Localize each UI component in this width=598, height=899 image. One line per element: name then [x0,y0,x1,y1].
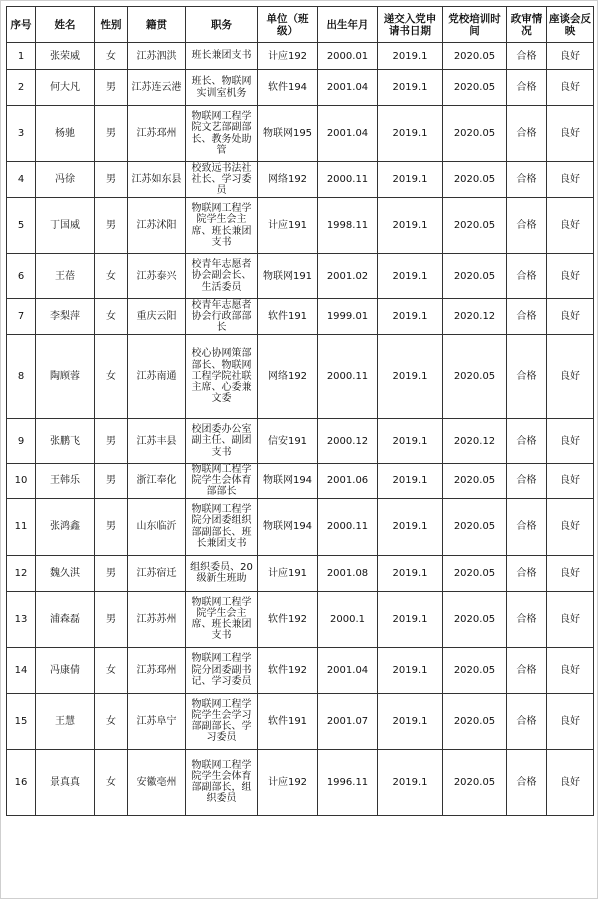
cell-training: 2020.05 [443,70,507,106]
cell-unit: 信安191 [258,419,318,464]
cell-no: 16 [7,749,36,815]
cell-feedback: 良好 [547,591,594,647]
cell-training: 2020.05 [443,43,507,70]
cell-birth: 2000.11 [318,162,378,198]
cell-birth: 2001.04 [318,106,378,162]
cell-name: 王蓓 [36,254,95,299]
cell-place: 江苏如东县 [128,162,186,198]
cell-apply-date: 2019.1 [378,198,443,254]
cell-birth: 2001.02 [318,254,378,299]
cell-feedback: 良好 [547,498,594,555]
cell-unit: 软件191 [258,693,318,749]
cell-place: 江苏南通 [128,335,186,419]
header-training: 党校培训时间 [443,7,507,43]
cell-apply-date: 2019.1 [378,299,443,335]
cell-review: 合格 [507,43,547,70]
cell-name: 杨驰 [36,106,95,162]
cell-name: 魏久淇 [36,555,95,591]
cell-birth: 1998.11 [318,198,378,254]
cell-no: 14 [7,647,36,693]
cell-birth: 2000.12 [318,419,378,464]
cell-place: 江苏邳州 [128,106,186,162]
cell-birth: 2001.04 [318,70,378,106]
table-row [7,162,594,198]
cell-name: 李梨萍 [36,299,95,335]
cell-training: 2020.12 [443,419,507,464]
cell-apply-date: 2019.1 [378,749,443,815]
cell-job: 校青年志愿者协会行政部部长 [186,299,258,335]
header-job: 职务 [186,7,258,43]
cell-name: 何大凡 [36,70,95,106]
cell-no: 8 [7,335,36,419]
cell-feedback: 良好 [547,70,594,106]
cell-name: 冯康倩 [36,647,95,693]
cell-job: 物联网工程学院学生会学习部副部长、学习委员 [186,693,258,749]
header-review: 政审情况 [507,7,547,43]
cell-place: 江苏阜宁 [128,693,186,749]
cell-feedback: 良好 [547,299,594,335]
cell-name: 张鹏飞 [36,419,95,464]
cell-training: 2020.05 [443,498,507,555]
cell-unit: 物联网191 [258,254,318,299]
cell-job: 组织委员、20级新生班助 [186,555,258,591]
cell-review: 合格 [507,254,547,299]
cell-birth: 2001.06 [318,464,378,499]
cell-name: 丁国威 [36,198,95,254]
cell-review: 合格 [507,749,547,815]
cell-job: 物联网工程学院学生会体育部副部长，组织委员 [186,749,258,815]
cell-gender: 男 [95,591,128,647]
cell-no: 4 [7,162,36,198]
cell-name: 张荣威 [36,43,95,70]
cell-unit: 网络192 [258,335,318,419]
cell-unit: 计应191 [258,555,318,591]
cell-place: 江苏苏州 [128,591,186,647]
cell-no: 3 [7,106,36,162]
cell-gender: 男 [95,419,128,464]
cell-place: 江苏连云港 [128,70,186,106]
cell-training: 2020.05 [443,254,507,299]
cell-birth: 2000.11 [318,498,378,555]
table-row [7,693,594,749]
table-row [7,749,594,815]
cell-training: 2020.05 [443,647,507,693]
cell-feedback: 良好 [547,43,594,70]
cell-name: 王韩乐 [36,464,95,499]
cell-birth: 2000.1 [318,591,378,647]
cell-feedback: 良好 [547,464,594,499]
cell-feedback: 良好 [547,335,594,419]
cell-training: 2020.05 [443,106,507,162]
cell-apply-date: 2019.1 [378,693,443,749]
candidate-table [6,6,594,816]
cell-review: 合格 [507,591,547,647]
cell-unit: 物联网194 [258,498,318,555]
header-apply-date: 递交入党申请书日期 [378,7,443,43]
cell-job: 物联网工程学院学生会主席、班长兼团支书 [186,198,258,254]
header-feedback: 座谈会反映 [547,7,594,43]
table-row [7,43,594,70]
cell-training: 2020.05 [443,693,507,749]
cell-unit: 计应192 [258,43,318,70]
cell-training: 2020.05 [443,335,507,419]
table-row [7,555,594,591]
cell-job: 物联网工程学院文艺部副部长、教务处助管 [186,106,258,162]
cell-review: 合格 [507,70,547,106]
cell-no: 2 [7,70,36,106]
cell-job: 校青年志愿者协会副会长、生活委员 [186,254,258,299]
cell-unit: 计应191 [258,198,318,254]
cell-training: 2020.05 [443,555,507,591]
table-row [7,106,594,162]
cell-birth: 2000.11 [318,335,378,419]
table-row [7,70,594,106]
cell-training: 2020.05 [443,162,507,198]
cell-name: 张鸿鑫 [36,498,95,555]
table-row [7,198,594,254]
cell-apply-date: 2019.1 [378,43,443,70]
cell-gender: 男 [95,198,128,254]
cell-job: 物联网工程学院分团委副书记、学习委员 [186,647,258,693]
cell-feedback: 良好 [547,419,594,464]
cell-apply-date: 2019.1 [378,254,443,299]
cell-place: 江苏泰兴 [128,254,186,299]
cell-place: 江苏邳州 [128,647,186,693]
cell-gender: 男 [95,464,128,499]
cell-review: 合格 [507,693,547,749]
cell-apply-date: 2019.1 [378,498,443,555]
cell-feedback: 良好 [547,254,594,299]
header-name: 姓名 [36,7,95,43]
cell-name: 王慧 [36,693,95,749]
cell-birth: 2001.08 [318,555,378,591]
cell-job: 班长、物联网实训室机务 [186,70,258,106]
cell-gender: 女 [95,647,128,693]
cell-no: 7 [7,299,36,335]
cell-no: 5 [7,198,36,254]
cell-gender: 男 [95,106,128,162]
cell-no: 11 [7,498,36,555]
header-unit: 单位（班级） [258,7,318,43]
cell-feedback: 良好 [547,162,594,198]
cell-unit: 软件191 [258,299,318,335]
table-row [7,647,594,693]
header-birth: 出生年月 [318,7,378,43]
cell-review: 合格 [507,162,547,198]
cell-gender: 男 [95,555,128,591]
cell-unit: 物联网194 [258,464,318,499]
cell-apply-date: 2019.1 [378,591,443,647]
table-row [7,464,594,499]
cell-gender: 女 [95,693,128,749]
cell-apply-date: 2019.1 [378,106,443,162]
header-gender: 性别 [95,7,128,43]
cell-training: 2020.05 [443,198,507,254]
cell-gender: 女 [95,254,128,299]
cell-unit: 物联网195 [258,106,318,162]
cell-place: 江苏沭阳 [128,198,186,254]
cell-review: 合格 [507,464,547,499]
cell-feedback: 良好 [547,555,594,591]
cell-no: 10 [7,464,36,499]
header-no: 序号 [7,7,36,43]
cell-training: 2020.05 [443,591,507,647]
cell-review: 合格 [507,555,547,591]
cell-place: 安徽亳州 [128,749,186,815]
cell-place: 江苏泗洪 [128,43,186,70]
cell-apply-date: 2019.1 [378,555,443,591]
cell-unit: 软件192 [258,647,318,693]
cell-review: 合格 [507,647,547,693]
cell-birth: 2001.04 [318,647,378,693]
cell-review: 合格 [507,198,547,254]
cell-training: 2020.05 [443,749,507,815]
cell-feedback: 良好 [547,106,594,162]
table-row [7,335,594,419]
cell-apply-date: 2019.1 [378,335,443,419]
cell-name: 冯徐 [36,162,95,198]
cell-apply-date: 2019.1 [378,162,443,198]
cell-job: 班长兼团支书 [186,43,258,70]
cell-no: 12 [7,555,36,591]
cell-training: 2020.12 [443,299,507,335]
header-place: 籍贯 [128,7,186,43]
cell-apply-date: 2019.1 [378,419,443,464]
cell-review: 合格 [507,335,547,419]
table-row [7,591,594,647]
table-row [7,419,594,464]
cell-birth: 1999.01 [318,299,378,335]
cell-gender: 男 [95,162,128,198]
cell-apply-date: 2019.1 [378,70,443,106]
cell-review: 合格 [507,106,547,162]
cell-unit: 软件192 [258,591,318,647]
cell-name: 浦森磊 [36,591,95,647]
cell-no: 9 [7,419,36,464]
table-row [7,299,594,335]
cell-review: 合格 [507,498,547,555]
cell-birth: 2000.01 [318,43,378,70]
cell-job: 校心协网策部部长、物联网工程学院社联主席、心委兼文委 [186,335,258,419]
cell-gender: 女 [95,335,128,419]
cell-no: 15 [7,693,36,749]
cell-unit: 软件194 [258,70,318,106]
cell-no: 6 [7,254,36,299]
cell-review: 合格 [507,419,547,464]
cell-gender: 男 [95,70,128,106]
cell-review: 合格 [507,299,547,335]
cell-job: 物联网工程学院学生会体育部部长 [186,464,258,499]
cell-apply-date: 2019.1 [378,464,443,499]
cell-gender: 女 [95,43,128,70]
cell-name: 景真真 [36,749,95,815]
cell-gender: 女 [95,299,128,335]
cell-feedback: 良好 [547,647,594,693]
table-row [7,254,594,299]
table-row [7,498,594,555]
cell-no: 13 [7,591,36,647]
cell-feedback: 良好 [547,198,594,254]
cell-name: 陶顾蓉 [36,335,95,419]
cell-training: 2020.05 [443,464,507,499]
cell-unit: 计应192 [258,749,318,815]
cell-gender: 男 [95,498,128,555]
cell-gender: 女 [95,749,128,815]
cell-birth: 1996.11 [318,749,378,815]
cell-job: 校团委办公室副主任、副团支书 [186,419,258,464]
cell-unit: 网络192 [258,162,318,198]
cell-job: 校致远书法社社长、学习委员 [186,162,258,198]
cell-place: 江苏宿迁 [128,555,186,591]
cell-feedback: 良好 [547,693,594,749]
cell-job: 物联网工程学院学生会主席、班长兼团支书 [186,591,258,647]
cell-place: 重庆云阳 [128,299,186,335]
cell-birth: 2001.07 [318,693,378,749]
cell-place: 江苏丰县 [128,419,186,464]
cell-place: 浙江奉化 [128,464,186,499]
cell-place: 山东临沂 [128,498,186,555]
cell-job: 物联网工程学院分团委组织部副部长、班长兼团支书 [186,498,258,555]
cell-apply-date: 2019.1 [378,647,443,693]
header-row [7,7,594,43]
cell-no: 1 [7,43,36,70]
cell-feedback: 良好 [547,749,594,815]
